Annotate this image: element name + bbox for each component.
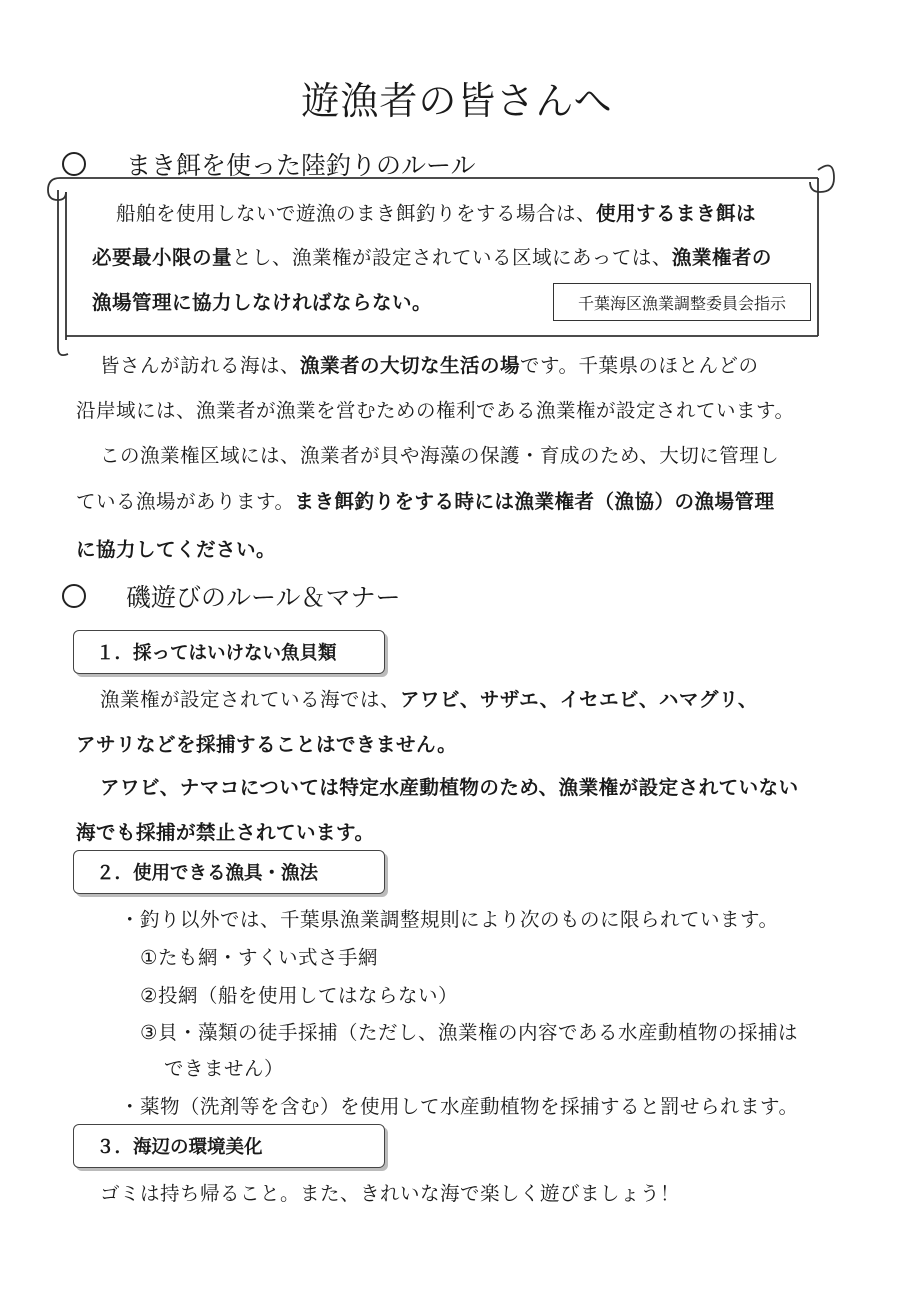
sub2-bullet2: ・薬物（洗剤等を含む）を使用して水産動植物を採捕すると罰せられます。 [120,1095,799,1118]
para2-line3: に協力してください。 [76,538,277,561]
sub2-item1: ①たも網・すくい式さ手網 [140,946,378,969]
para2-line1: この漁業権区域には、漁業者が貝や海藻の保護・育成のため、大切に管理し [100,444,780,467]
sub1-line4: 海でも採捕が禁止されています。 [76,821,375,844]
page-title: 遊漁者の皆さんへ [301,79,613,123]
subheading-environment: ３．海辺の環境美化 [73,1124,385,1168]
circle-bullet-icon [62,584,86,608]
scroll-line-2: 必要最小限の量とし、漁業権が設定されている区域にあっては、漁業権者の [92,246,772,269]
scroll-line-3: 漁場管理に協力しなければならない。 [92,291,433,314]
subheading-gear-methods: ２．使用できる漁具・漁法 [73,850,385,894]
sub1-line3: アワビ、ナマコについては特定水産動植物のため、漁業権が設定されていない [100,776,799,799]
sub3-line1: ゴミは持ち帰ること。また、きれいな海で楽しく遊びましょう！ [100,1182,681,1205]
para1-line2: 沿岸域には、漁業者が漁業を営むための権利である漁業権が設定されています。 [76,399,795,422]
sub2-item3-line2: できません） [164,1057,285,1080]
sub2-item3-line1: ③貝・藻類の徒手採捕（ただし、漁業権の内容である水産動植物の採捕は [140,1021,798,1044]
sub1-line1: 漁業権が設定されている海では、アワビ、サザエ、イセエビ、ハマグリ、 [100,688,758,711]
section-heading-text: 磯遊びのルール＆マナー [126,583,401,612]
para2-line2: ている漁場があります。まき餌釣りをする時には漁業権者（漁協）の漁場管理 [76,490,775,513]
subheading-prohibited-species: １．採ってはいけない魚貝類 [73,630,385,674]
sub1-line2: アサリなどを採捕することはできません。 [76,733,458,756]
notice-label: 千葉海区漁業調整委員会指示 [553,283,811,321]
para1-line1: 皆さんが訪れる海は、漁業者の大切な生活の場です。千葉県のほとんどの [100,354,759,377]
section-heading-text: まき餌を使った陸釣りのルール [126,151,476,180]
scroll-line-1: 船舶を使用しないで遊漁のまき餌釣りをする場合は、使用するまき餌は [116,202,757,225]
sub2-item2: ②投網（船を使用してはならない） [140,984,458,1007]
sub2-bullet1: ・釣り以外では、千葉県漁業調整規則により次のものに限られています。 [120,908,779,931]
section-heading-shore-play [62,578,401,614]
